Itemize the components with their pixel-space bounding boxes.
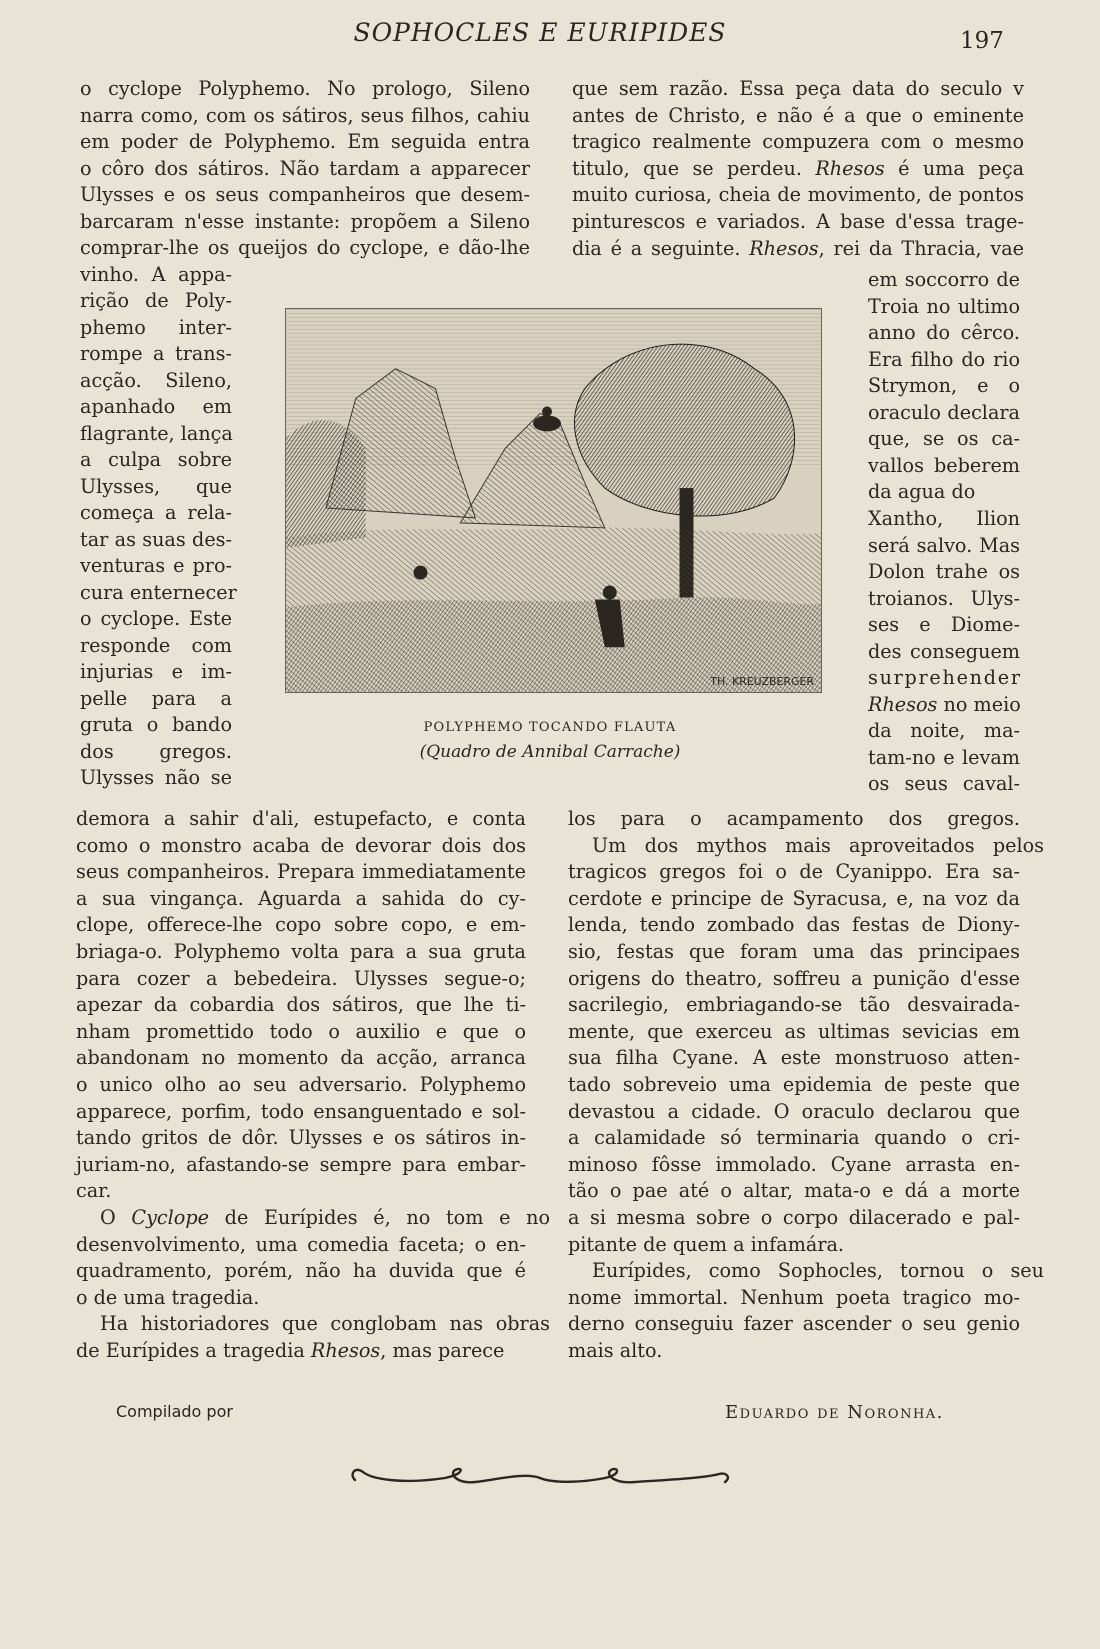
right-bottom-line: Eurípides, como Sophocles, tornou o seu bbox=[592, 1259, 1044, 1283]
engraver-signature: TH. KREUZBERGER bbox=[710, 675, 815, 689]
left-bottom-line: nham promettido todo o auxilio e que o bbox=[76, 1019, 526, 1043]
right-narrow-line: da agua do bbox=[868, 480, 976, 504]
figure-caption-title: POLYPHEMO TOCANDO FLAUTA bbox=[423, 720, 677, 735]
left-top-line: barcaram n'esse instante: propõem a Sileno bbox=[80, 209, 530, 233]
left-bottom-line: car. bbox=[76, 1179, 112, 1203]
right-narrow-line: troianos. Ulys- bbox=[868, 586, 1020, 610]
right-top-line: tragico realmente compuzera com o mesmo bbox=[572, 130, 1024, 154]
left-bottom-line: apezar da cobardia dos sátiros, que lhe ti- bbox=[76, 993, 526, 1017]
left-top-line: rição de Poly- bbox=[80, 289, 232, 312]
right-narrow-line: os seus caval- bbox=[868, 772, 1020, 796]
compiled-by-label: Compilado por bbox=[116, 1402, 233, 1421]
left-bottom-line: apparece, porfim, todo ensanguentado e sol- bbox=[76, 1099, 526, 1123]
left-top-line: vinho. A appa- bbox=[80, 262, 232, 286]
left-top-line: em poder de Polyphemo. Em seguida entra bbox=[80, 130, 530, 153]
right-bottom-line: origens do theatro, soffreu a punição d'esse bbox=[568, 966, 1020, 990]
left-bottom-line: juriam-no, afastando-se sempre para embar- bbox=[76, 1152, 526, 1176]
left-top-line: Ulysses, que bbox=[80, 474, 232, 498]
right-top-line: antes de Christo, e não é a que o eminente bbox=[572, 103, 1024, 127]
engraving-illustration bbox=[285, 308, 822, 693]
right-bottom-line: tão o pae até o altar, mata-o e dá a morte bbox=[568, 1179, 1020, 1203]
left-top-line: injurias e im- bbox=[80, 660, 232, 683]
left-top-line: flagrante, lança bbox=[80, 421, 233, 445]
right-narrow-line: em soccorro de bbox=[868, 268, 1020, 291]
right-narrow-line: surprehender bbox=[868, 666, 1022, 690]
left-bottom-line: clope, offerece-lhe copo sobre copo, e em- bbox=[76, 913, 526, 937]
left-top-line: pelle para a bbox=[80, 686, 232, 710]
right-narrow-line: vallos beberem bbox=[868, 453, 1020, 477]
running-title: SOPHOCLES E EURIPIDES bbox=[353, 18, 727, 47]
right-bottom-line: lenda, tendo zombado das festas de Diony- bbox=[568, 913, 1020, 937]
right-narrow-line: oraculo declara bbox=[868, 400, 1020, 424]
left-top-line: Ulysses e os seus companheiros que desem- bbox=[80, 183, 530, 206]
right-top-line: titulo, que se perdeu. Rhesos é uma peça bbox=[572, 156, 1025, 180]
left-bottom-line: como o monstro acaba de devorar dois dos bbox=[76, 833, 526, 857]
right-bottom-line: Um dos mythos mais aproveitados pelos bbox=[592, 833, 1044, 857]
right-narrow-line: da noite, ma- bbox=[868, 719, 1020, 743]
right-bottom-line: nome immortal. Nenhum poeta tragico mo- bbox=[568, 1285, 1020, 1309]
right-top-line: dia é a seguinte. Rhesos, rei da Thracia, vae bbox=[572, 236, 1025, 260]
landscape-engraving bbox=[286, 309, 821, 692]
left-top-line: Ulysses não se bbox=[80, 766, 232, 789]
left-bottom-line: demora a sahir d'ali, estupefacto, e conta bbox=[76, 807, 526, 830]
right-narrow-line: Rhesos no meio bbox=[868, 692, 1021, 716]
right-top-line: muito curiosa, cheia de movimento, de pontos bbox=[572, 183, 1024, 207]
right-bottom-line: pitante de quem a infamára. bbox=[568, 1232, 845, 1256]
right-bottom-line: mente, que exerceu as ultimas sevicias em bbox=[568, 1019, 1020, 1043]
right-narrow-line: ses e Diome- bbox=[868, 613, 1020, 637]
right-bottom-line: sacrilegio, embriagando-se tão desvairada- bbox=[568, 993, 1020, 1017]
right-narrow-line: tam-no e levam bbox=[868, 745, 1020, 769]
left-top-line: o côro dos sátiros. Não tardam a apparecer bbox=[80, 156, 530, 180]
left-top-line: cura enternecer bbox=[80, 580, 237, 604]
left-bottom-line: o unico olho ao seu adversario. Polyphemo bbox=[76, 1073, 526, 1096]
right-bottom-line: derno conseguiu fazer ascender o seu genio bbox=[568, 1312, 1020, 1336]
right-narrow-line: Xantho, Ilion bbox=[868, 506, 1020, 530]
right-top-line: que sem razão. Essa peça data do seculo v bbox=[572, 77, 1024, 100]
left-top-line: a culpa sobre bbox=[80, 448, 232, 471]
right-narrow-line: Troia no ultimo bbox=[868, 294, 1020, 318]
left-bottom-line: briaga-o. Polyphemo volta para a sua gruta bbox=[76, 940, 526, 963]
left-top-line: comprar-lhe os queijos do cyclope, e dão-lhe bbox=[80, 236, 530, 259]
left-top-line: apanhado em bbox=[80, 395, 232, 418]
figure-caption-credit: (Quadro de Annibal Carrache) bbox=[419, 742, 681, 762]
right-narrow-line: Era filho do rio bbox=[868, 347, 1020, 371]
right-narrow-line: Dolon trahe os bbox=[868, 560, 1020, 584]
left-top-line: responde com bbox=[80, 633, 232, 657]
right-bottom-line: tragicos gregos foi o de Cyanippo. Era sa- bbox=[568, 860, 1020, 884]
left-bottom-line: para cozer a bebedeira. Ulysses segue-o; bbox=[76, 966, 526, 990]
author-signature: Eduardo de Noronha. bbox=[725, 1402, 944, 1423]
left-top-line: narra como, com os sátiros, seus filhos, cahiu bbox=[80, 103, 530, 127]
right-bottom-line: a calamidade só terminaria quando o cri- bbox=[568, 1126, 1020, 1150]
ornament-flourish bbox=[345, 1458, 735, 1498]
left-top-line: dos gregos. bbox=[80, 739, 232, 763]
left-top-line: rompe a trans- bbox=[80, 342, 232, 365]
right-bottom-line: a si mesma sobre o corpo dilacerado e pal- bbox=[568, 1206, 1020, 1229]
right-bottom-line: sio, festas que foram uma das principaes bbox=[568, 940, 1020, 963]
left-top-line: gruta o bando bbox=[80, 713, 232, 736]
left-bottom-line: O Cyclope de Eurípides é, no tom e no bbox=[100, 1206, 551, 1229]
right-bottom-line: los para o acampamento dos gregos. bbox=[568, 807, 1020, 830]
right-bottom-line: sua filha Cyane. A este monstruoso atten- bbox=[568, 1046, 1020, 1070]
right-narrow-line: des conseguem bbox=[868, 639, 1020, 663]
left-top-line: o cyclope. Este bbox=[80, 607, 232, 630]
left-top-line: o cyclope Polyphemo. No prologo, Sileno bbox=[80, 77, 530, 100]
page-number: 197 bbox=[960, 28, 1004, 54]
left-top-line: tar as suas des- bbox=[80, 527, 232, 551]
left-bottom-line: o de uma tragedia. bbox=[76, 1285, 260, 1309]
left-bottom-line: abandonam no momento da acção, arranca bbox=[76, 1046, 526, 1070]
right-narrow-line: Strymon, e o bbox=[868, 374, 1020, 398]
left-top-line: acção. Sileno, bbox=[80, 368, 232, 392]
right-bottom-line: tado sobreveio uma epidemia de peste que bbox=[568, 1073, 1020, 1096]
left-bottom-line: de Eurípides a tragedia Rhesos, mas parece bbox=[76, 1339, 505, 1362]
left-top-line: começa a rela- bbox=[80, 501, 232, 524]
right-top-line: pinturescos e variados. A base d'essa trage- bbox=[572, 210, 1024, 233]
left-bottom-line: desenvolvimento, uma comedia faceta; o en- bbox=[76, 1232, 526, 1256]
right-bottom-line: minoso fôsse immolado. Cyane arrasta en- bbox=[568, 1152, 1020, 1176]
right-narrow-line: será salvo. Mas bbox=[868, 533, 1020, 557]
left-top-line: phemo inter- bbox=[80, 315, 232, 339]
right-narrow-line: que, se os ca- bbox=[868, 427, 1020, 451]
left-bottom-line: quadramento, porém, não ha duvida que é bbox=[76, 1259, 526, 1283]
right-bottom-line: devastou a cidade. O oraculo declarou que bbox=[568, 1099, 1020, 1123]
left-bottom-line: seus companheiros. Prepara immediatamente bbox=[76, 860, 526, 884]
right-narrow-line: anno do cêrco. bbox=[868, 321, 1020, 345]
left-bottom-line: a sua vingança. Aguarda a sahida do cy- bbox=[76, 886, 526, 910]
left-bottom-line: tando gritos de dôr. Ulysses e os sátiros in- bbox=[76, 1126, 526, 1150]
left-top-line: venturas e pro- bbox=[80, 554, 232, 577]
right-bottom-line: cerdote e principe de Syracusa, e, na voz da bbox=[568, 886, 1020, 910]
left-bottom-line: Ha historiadores que conglobam nas obras bbox=[100, 1312, 550, 1336]
right-bottom-line: mais alto. bbox=[568, 1339, 663, 1362]
